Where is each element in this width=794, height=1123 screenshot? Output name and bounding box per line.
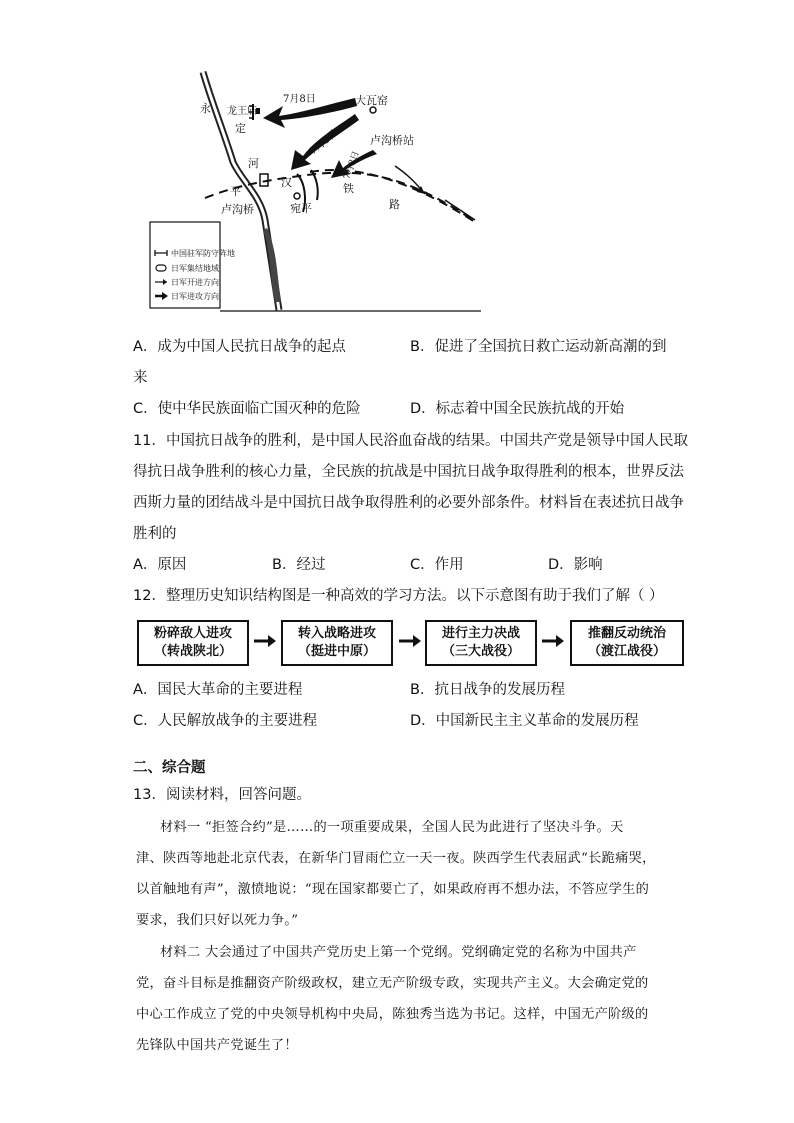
label-date-top: 7月8日 (283, 94, 316, 105)
label-date-right: 7月8日 (342, 149, 362, 182)
label-longwangmiao: 龙王庙 (227, 106, 257, 117)
label-lu: 路 (389, 198, 400, 211)
q11-option-c[interactable]: C．作用 (410, 557, 464, 573)
flow-box-1 (137, 620, 249, 666)
legend-assembly: 日军集结地域 (171, 264, 219, 273)
q11-stem-line-4: 胜利的 (133, 526, 177, 542)
q11-option-a[interactable]: A．原因 (133, 557, 187, 573)
flow-arrow-3 (540, 631, 566, 651)
q10-option-b[interactable]: B．促进了全国抗日救亡运动新高潮的到 (410, 339, 667, 355)
flow-box-1-top: 粉碎敌人进攻 (153, 626, 232, 641)
q11-option-d[interactable]: D．影响 (548, 557, 603, 573)
label-ping: 平 (230, 185, 241, 198)
flow-box-4-top: 推翻反动统治 (587, 626, 666, 641)
flow-box-3-top: 进行主力决战 (441, 626, 520, 641)
label-yong: 永 (200, 102, 211, 115)
material-2-line-3: 中心工作成立了党的中央领导机构中央局，陈独秀当选为书记。这样，中国无产阶级的 (136, 1007, 649, 1022)
flow-box-3-bottom: （三大战役） (441, 644, 520, 659)
label-lugouqiao: 卢沟桥 (221, 203, 254, 216)
flow-box-2-bottom: （挺进中原） (297, 644, 376, 659)
q12-option-d[interactable]: D．中国新民主主义革命的发展历程 (410, 713, 639, 729)
q13-stem: 13．阅读材料，回答问题。 (133, 787, 311, 803)
q11-stem-line-3: 西斯力量的团结战斗是中国抗日战争取得胜利的必要外部条件。材料旨在表述抗日战争 (133, 495, 684, 511)
q12-stem: 12．整理历史知识结构图是一种高效的学习方法。以下示意图有助于我们了解（ ） (133, 588, 664, 604)
legend-attack: 日军进攻方向 (171, 292, 219, 301)
material-1-line-2: 津、陕西等地赴北京代表，在新华门冒雨伫立一天一夜。陕西学生代表屈武“长跪痛哭， (136, 851, 656, 866)
q12-option-b[interactable]: B．抗日战争的发展历程 (410, 682, 565, 698)
q12-option-a[interactable]: A．国民大革命的主要进程 (133, 682, 303, 698)
q11-stem-line-2: 得抗日战争胜利的核心力量，全民族的抗战是中国抗日战争取得胜利的根本，世界反法 (133, 464, 684, 480)
flow-box-2-top: 转入战略进攻 (297, 626, 376, 641)
q11-stem-line-1: 11．中国抗日战争的胜利，是中国人民浴血奋战的结果。中国共产党是领导中国人民取 (133, 433, 688, 449)
material-1-line-3: 以首触地有声”，激愤地说：“现在国家都要亡了，如果政府再不想办法，不答应学生的 (136, 882, 650, 897)
wanping-dot (294, 193, 300, 199)
lugouqiao-incident-map (145, 70, 485, 315)
label-tie: 铁 (343, 182, 354, 195)
flow-box-4-bottom: （渡江战役） (587, 644, 666, 659)
label-wanping: 宛平 (290, 202, 312, 215)
map-legend (150, 222, 235, 308)
flow-box-2 (281, 620, 393, 666)
flow-arrow-2 (397, 631, 423, 651)
flow-arrow-1 (252, 631, 278, 651)
legend-advance: 日军开进方向 (171, 278, 219, 287)
label-lugouqiao-station: 卢沟桥站 (370, 134, 414, 147)
label-dawayao: 大瓦窑 (355, 94, 388, 107)
flow-box-1-bottom: （转战陕北） (153, 644, 232, 659)
label-han: 汉 (281, 176, 292, 189)
q10-option-a[interactable]: A．成为中国人民抗日战争的起点 (133, 339, 346, 355)
label-date-mid: 7月8日 (307, 127, 341, 158)
q10-option-c[interactable]: C．使中华民族面临亡国灭种的危险 (133, 401, 361, 417)
material-2-line-1: 材料二 大会通过了中国共产党历史上第一个党纲。党纲确定党的名称为中国共产 (160, 945, 637, 960)
flow-box-3 (425, 620, 537, 666)
material-1-line-1: 材料一 “拒签合约”是……的一项重要成果，全国人民为此进行了坚决斗争。天 (160, 820, 624, 835)
q10-option-b-continued: 来 (133, 370, 148, 386)
section-title: 二、综合题 (133, 760, 206, 776)
dawayao-dot (370, 107, 376, 113)
q10-option-d[interactable]: D．标志着中国全民族抗战的开始 (410, 401, 625, 417)
advance-arrow-2 (445, 200, 475, 220)
material-2-line-4: 先锋队中国共产党诞生了！ (136, 1038, 298, 1053)
material-2-line-2: 党，奋斗目标是推翻资产阶级政权，建立无产阶级专政，实现共产主义。大会确定党的 (136, 976, 649, 991)
material-1-line-4: 要求，我们只好以死力争。” (136, 913, 299, 928)
legend-defense: 中国驻军防守阵地 (171, 249, 235, 258)
label-he: 河 (248, 157, 259, 170)
q12-option-c[interactable]: C．人民解放战争的主要进程 (133, 713, 318, 729)
q11-option-b[interactable]: B．经过 (272, 557, 326, 573)
flow-box-4 (570, 620, 684, 666)
label-ding: 定 (235, 122, 246, 135)
